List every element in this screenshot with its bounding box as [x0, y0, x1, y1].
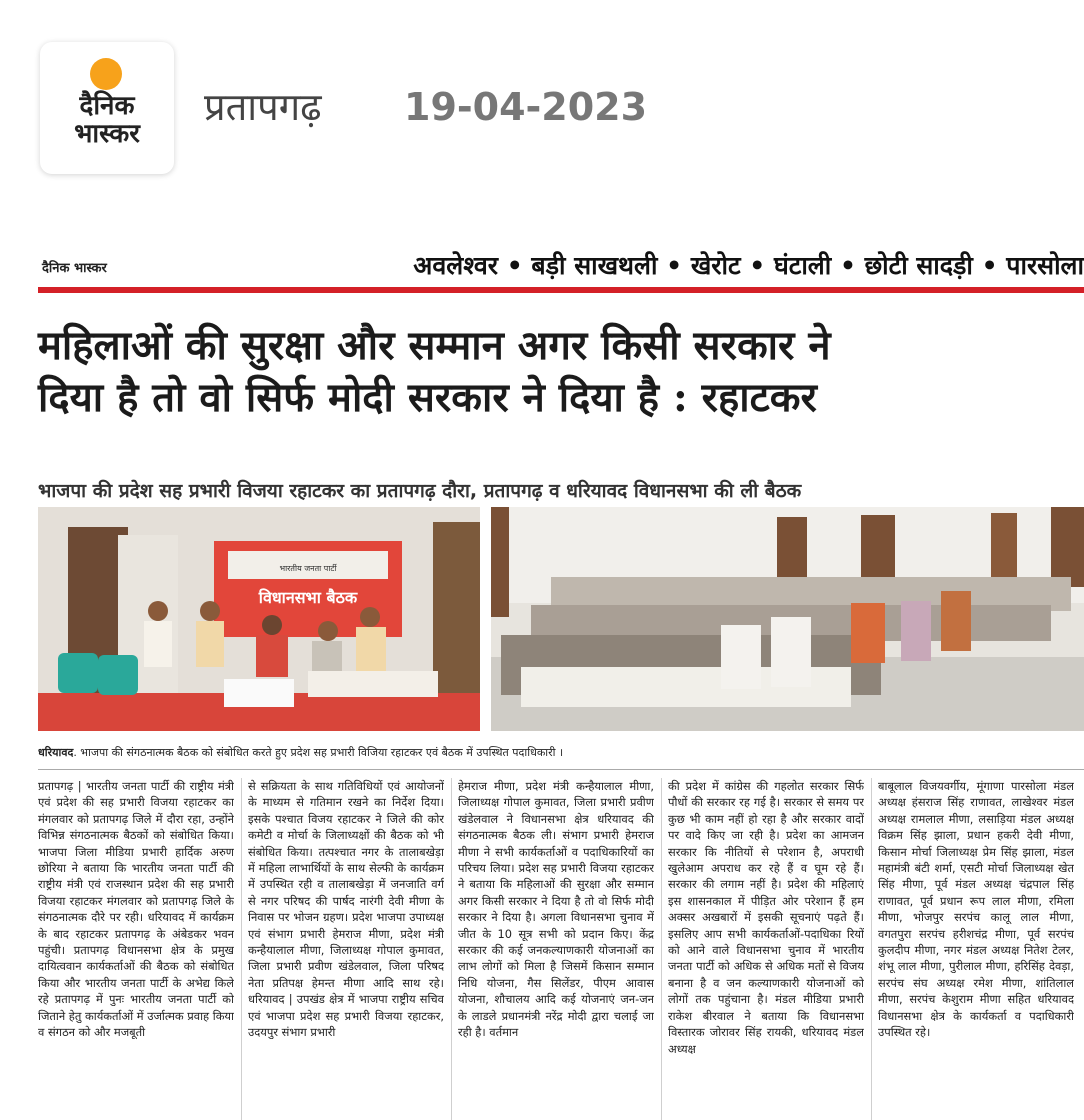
caption-place: धरियावद	[38, 746, 74, 759]
column-5-text: बाबूलाल विजयवर्गीय, मूंगाणा पारसोला मंडल अध्यक्ष हंसराज सिंह राणावत, लाखेश्वर मंडल अध्यक्ष रामलाल मीणा, लसाड़िया मंडल अध्यक्ष विक्रम सिंह झाला, प्रधान हकरी देवी मीणा, किसान मोर्चा जिलाध्यक्ष प्रेम सिंह झाला, मंडल महामंत्री बंटी शर्मा, एसटी मोर्चा जिलाध्यक्ष खेत सिंह मीणा, पूर्व मंडल अध्यक्ष चंद्रपाल सिंह राणावत, पूर्व प्रधान रूप लाल मीणा, रमिला मीणा, भोजपुर सरपंच कालू लाल मीणा, वगतपुरा सरपंच हरीशचंद्र मीणा, पूर्व सरपंच कुलदीप मीणा, नगर मंडल अध्यक्ष नितेश टेलर, शंभू लाल मीणा, पुरीलाल मीणा, हरिसिंह देवड़ा, सरपंच संघ अध्यक्ष रमेश मीणा, शांतिलाल मीणा, सरपंच केशुराम मीणा सहित धरियावद विधानसभा क्षेत्र के कार्यकर्ता व पदाधिकारी उपस्थित रहे।	[878, 779, 1074, 1040]
logo-text-line1: दैनिक	[79, 91, 135, 121]
article-headline	[38, 320, 1078, 424]
caption-text: . भाजपा की संगठनात्मक बैठक को संबोधित करते हुए प्रदेश सह प्रभारी विजिया रहाटकर एवं बैठक में उपस्थित पदाधिकारी ।	[73, 746, 564, 759]
banner-big-text: विधानसभा बैठक	[258, 588, 358, 607]
banner-small-text: भारतीय जनता पार्टी	[279, 564, 337, 573]
article-column-1	[38, 778, 234, 1120]
edition-name: प्रतापगढ़	[204, 85, 322, 129]
column-divider	[661, 778, 662, 1120]
caption-divider	[38, 769, 1084, 770]
article-column-5	[878, 778, 1074, 1120]
sun-logo-icon	[90, 58, 122, 90]
audience-photo	[491, 507, 1084, 731]
article-column-3	[458, 778, 654, 1120]
audience-photo-illustration	[491, 507, 1084, 731]
edition-date: 19-04-2023	[404, 85, 648, 129]
masthead-brand: दैनिक भास्कर	[42, 261, 107, 276]
column-3-text: हेमराज मीणा, प्रदेश मंत्री कन्हैयालाल मीणा, जिलाध्यक्ष गोपाल कुमावत, जिला प्रभारी प्रवीण खंडेलवाल ने विधानसभा क्षेत्र धरियावद की संगठनात्मक बैठक ली। संभाग प्रभारी हेमराज मीणा ने सभी कार्यकर्ताओं व पदाधिकारियों का परिचय लिया। प्रदेश सह प्रभारी विजया रहाटकर ने बताया कि महिलाओं की सुरक्षा और सम्मान अगर किसी सरकार ने दिया है तो वो सिर्फ मोदी सरकार ने दिया है। अगला विधानसभा चुनाव में जीत के 10 सूत्र सभी को प्रदान किए। केंद्र सरकार की कई जनकल्याणकारी योजनाओं का लाभ लोगों को मिला है जिसमें किसान सम्मान निधि योजना, गैस सिलेंडर, पीएम आवास योजना, शौचालय आदि कई योजनाएं जन-जन के लाडले प्रधानमंत्री नरेंद्र मोदी द्वारा चलाई जा रही है। वर्तमान	[458, 779, 654, 1040]
headline-line-2: दिया है तो वो सिर्फ मोदी सरकार ने दिया है : रहाटकर	[38, 374, 817, 421]
column-4-text: की प्रदेश में कांग्रेस की गहलोत सरकार सिर्फ पौधों की सरकार रह गई है। सरकार से समय पर कुछ भी काम नहीं हो रहा है और सरकार वादों पर वादे किए जा रही है। प्रदेश का आमजन सरकार कि नीतियों से परेशान है, अपराधी खुलेआम अपराध कर रहे हैं व घूम रहे हैं। सरकार की लगाम नहीं है। प्रदेश की महिलाएं इस शासनकाल में पीड़ित ओर परेशान हैं हम अक्सर अखबारों में इसकी सूचनाएं पढ़ते हैं। इसलिए आप सभी कार्यकर्ताओं-पदाधिका रियों को आने वाले विधानसभा चुनाव में भारतीय जनता पार्टी को अधिक से अधिक मतों से विजय बनाना है व जन कल्याणकारी योजनाओं को लोगों तक पहुंचाना है। मंडल मीडिया प्रभारी राकेश बीरवाल ने बताया कि विधानसभा विस्तारक जोरावर सिंह रायकी, धरियावद मंडल अध्यक्ष	[668, 779, 864, 1056]
article-column-4	[668, 778, 864, 1120]
stage-photo-illustration	[38, 507, 480, 731]
article-column-2	[248, 778, 444, 1120]
column-divider	[241, 778, 242, 1120]
column-2-text: से सक्रियता के साथ गतिविधियों एवं आयोजनों के माध्यम से गतिमान रखने का निर्देश दिया। इसके पश्चात विजय रहाटकर ने जिले की कोर कमेटी व मोर्चा के जिलाध्यक्षों की बैठक को भी संबोधित किया। तत्पश्चात नगर के तालाबखेड़ा में महिला लाभार्थियों के साथ सेल्फी के कार्यक्रम में उपस्थित रही व तालाबखेड़ा में जनजाति वर्ग से नगर परिषद की पार्षद नारंगी देवी मीणा के निवास पर भोजन ग्रहण। प्रदेश भाजपा उपाध्यक्ष एवं संभाग प्रभारी हेमराज मीणा, प्रदेश मंत्री कन्हैयालाल मीणा, जिलाध्यक्ष गोपाल कुमावत, जिला प्रभारी प्रवीण खंडेलवाल, जिला परिषद नेता प्रतिपक्ष हेमन्त मीणा आदि साथ रहे। धरियावद | उपखंड क्षेत्र में भाजपा राष्ट्रीय सचिव एवं भाजपा प्रदेश सह प्रभारी विजया रहाटकर, उदयपुर संभाग प्रभारी	[248, 779, 444, 1040]
photo-caption	[38, 745, 1084, 760]
dainik-bhaskar-logo[interactable]	[40, 42, 174, 174]
column-1-text: प्रतापगढ़ | भारतीय जनता पार्टी की राष्ट्रीय मंत्री एवं प्रदेश की सह प्रभारी विजया रहाटकर का मंगलवार को प्रतापगढ़ जिले में दौरा रहा, उन्होंने विभिन्न संगठनात्मक बैठकों को संबोधित किया। भाजपा जिला मीडिया प्रभारी हार्दिक अरुण छोरिया ने बताया कि भारतीय जनता पार्टी की राष्ट्रीय मंत्री एवं राजस्थान प्रदेश की सह प्रभारी विजया रहाटकर मंगलवार को प्रतापगढ़ जिले के संगठनात्मक दौरे पर रही। धरियावद में कार्यक्रम के बाद रहाटकर प्रतापगढ़ के अंबेडकर भवन पहुंची। प्रतापगढ़ विधानसभा क्षेत्र के प्रमुख दायित्ववान कार्यकर्ताओं की बैठक को संबोधित किया और भारतीय जनता पार्टी के अभेद्य किले रहे प्रतापगढ़ में पुनः भारतीय जनता पार्टी को जिताने हेतु कार्यकर्ताओं में उर्जात्मक प्रवाह किया व संगठन को और मजबूती	[38, 779, 234, 1040]
masthead-places: अवलेश्वर • बड़ी साखथली • खेरोट • घंटाली • छोटी सादड़ी • पारसोला	[413, 251, 1084, 280]
article-subhead: भाजपा की प्रदेश सह प्रभारी विजया रहाटकर का प्रतापगढ़ दौरा, प्रतापगढ़ व धरियावद विधानसभा की ली बैठक	[38, 480, 802, 502]
headline-line-1: महिलाओं की सुरक्षा और सम्मान अगर किसी सरकार ने	[38, 322, 831, 369]
column-divider	[871, 778, 872, 1120]
logo-text-line2: भास्कर	[74, 119, 140, 149]
masthead-red-bar	[38, 287, 1084, 293]
meeting-stage-photo	[38, 507, 480, 731]
page-masthead	[38, 248, 1084, 288]
column-divider	[451, 778, 452, 1120]
